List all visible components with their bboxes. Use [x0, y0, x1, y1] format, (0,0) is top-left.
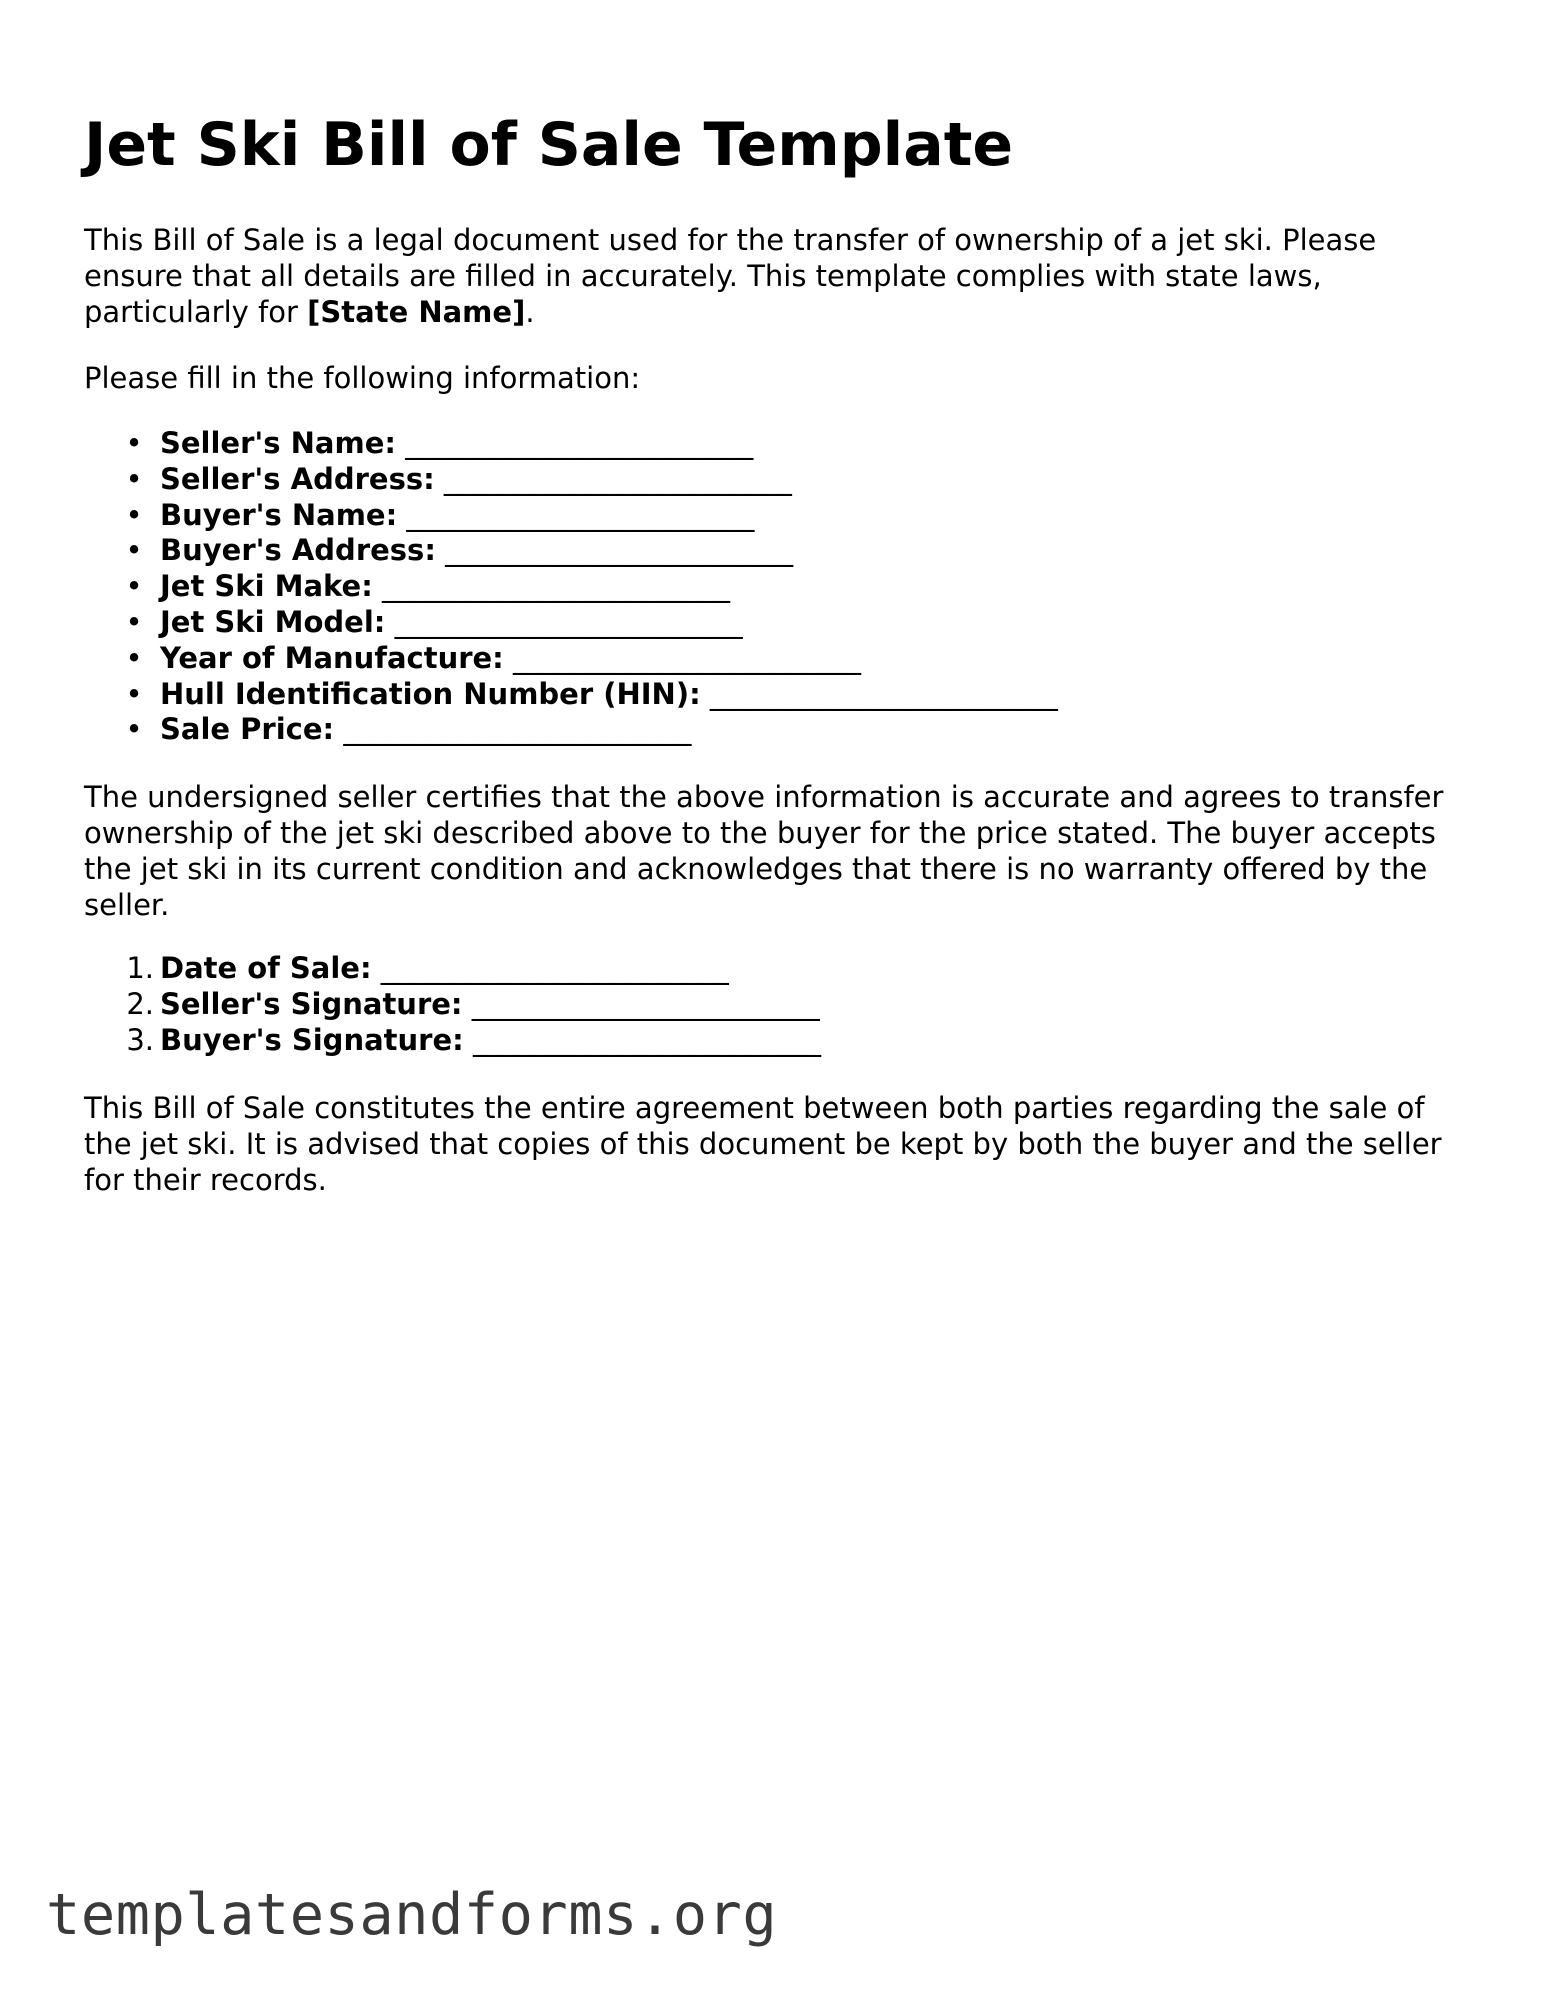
signature-seller: [84, 987, 821, 1023]
signature-label: Seller's Signature:: [160, 986, 463, 1021]
field-blank: ________________________: [405, 426, 754, 460]
field-blank: ________________________: [445, 533, 794, 568]
signature-list: [84, 951, 821, 1058]
field-blank: ________________________: [406, 497, 755, 532]
field-year-of-manufacture: [84, 641, 1058, 677]
field-sellers-address: [84, 462, 1058, 498]
bullet-icon: •: [125, 497, 143, 532]
field-buyers-name: [84, 498, 1058, 534]
intro-end: .: [525, 295, 535, 329]
field-jet-ski-model: [84, 605, 1058, 641]
field-buyers-address: [84, 533, 1058, 569]
field-blank: ________________________: [443, 461, 792, 496]
signature-blank: ________________________: [472, 1022, 821, 1057]
bullet-icon: •: [125, 533, 143, 568]
field-label: Jet Ski Model:: [160, 604, 386, 639]
field-label: Jet Ski Make:: [160, 569, 373, 604]
bullet-icon: •: [125, 712, 143, 747]
field-label: Buyer's Name:: [160, 497, 398, 532]
field-label: Buyer's Address:: [160, 533, 436, 568]
field-label: Hull Identification Number (HIN):: [160, 676, 701, 711]
field-blank: ________________________: [394, 604, 743, 639]
bullet-icon: •: [125, 569, 143, 604]
field-blank: ________________________: [709, 676, 1058, 711]
signature-blank: ________________________: [380, 951, 729, 985]
field-jet-ski-make: [84, 569, 1058, 605]
signature-blank: ________________________: [471, 986, 820, 1021]
certification-paragraph: The undersigned seller certifies that the above information is accurate and agrees to transfer ownership of the jet ski described above to the buyer for the price stated. The buyer accepts the jet ski in its current condition and acknowledges that there is no warranty offered by the seller.: [84, 780, 1444, 922]
bullet-icon: •: [125, 676, 143, 711]
intro-text: This Bill of Sale is a legal document used for the transfer of ownership of a jet ski. Please ensure that all details are filled in accurately. This template complies with state laws, particularly for: [84, 223, 1377, 329]
signature-date-of-sale: [84, 951, 821, 987]
field-blank: ________________________: [382, 569, 731, 604]
field-blank: ________________________: [343, 712, 692, 747]
signature-label: Date of Sale:: [160, 951, 372, 985]
field-hin: [84, 677, 1058, 713]
intro-paragraph: [84, 222, 1454, 330]
state-name-placeholder: [State Name]: [307, 295, 526, 329]
bullet-icon: •: [125, 640, 143, 675]
field-label: Year of Manufacture:: [160, 640, 504, 675]
closing-paragraph: This Bill of Sale constitutes the entire agreement between both parties regarding the sale of the jet ski. It is advised that copies of this document be kept by both the buyer and the seller for their records.: [84, 1091, 1442, 1197]
bullet-icon: •: [125, 461, 143, 496]
list-number: 3.: [126, 1022, 154, 1057]
field-label: Seller's Address:: [160, 461, 435, 496]
list-number: 2.: [126, 986, 154, 1021]
fill-prompt: Please fill in the following information:: [84, 361, 641, 395]
watermark-text: templatesandforms.org: [46, 1882, 778, 1948]
field-sale-price: [84, 712, 1058, 748]
field-sellers-name: [84, 426, 1058, 462]
list-number: 1.: [126, 951, 154, 985]
bullet-icon: •: [125, 604, 143, 639]
information-fields-list: [84, 426, 1058, 748]
field-label: Seller's Name:: [160, 426, 396, 460]
field-blank: ________________________: [513, 640, 861, 675]
field-label: Sale Price:: [160, 712, 335, 747]
signature-label: Buyer's Signature:: [160, 1022, 464, 1057]
bullet-icon: •: [125, 426, 143, 460]
document-title: Jet Ski Bill of Sale Template: [84, 110, 1014, 180]
signature-buyer: [84, 1023, 821, 1059]
